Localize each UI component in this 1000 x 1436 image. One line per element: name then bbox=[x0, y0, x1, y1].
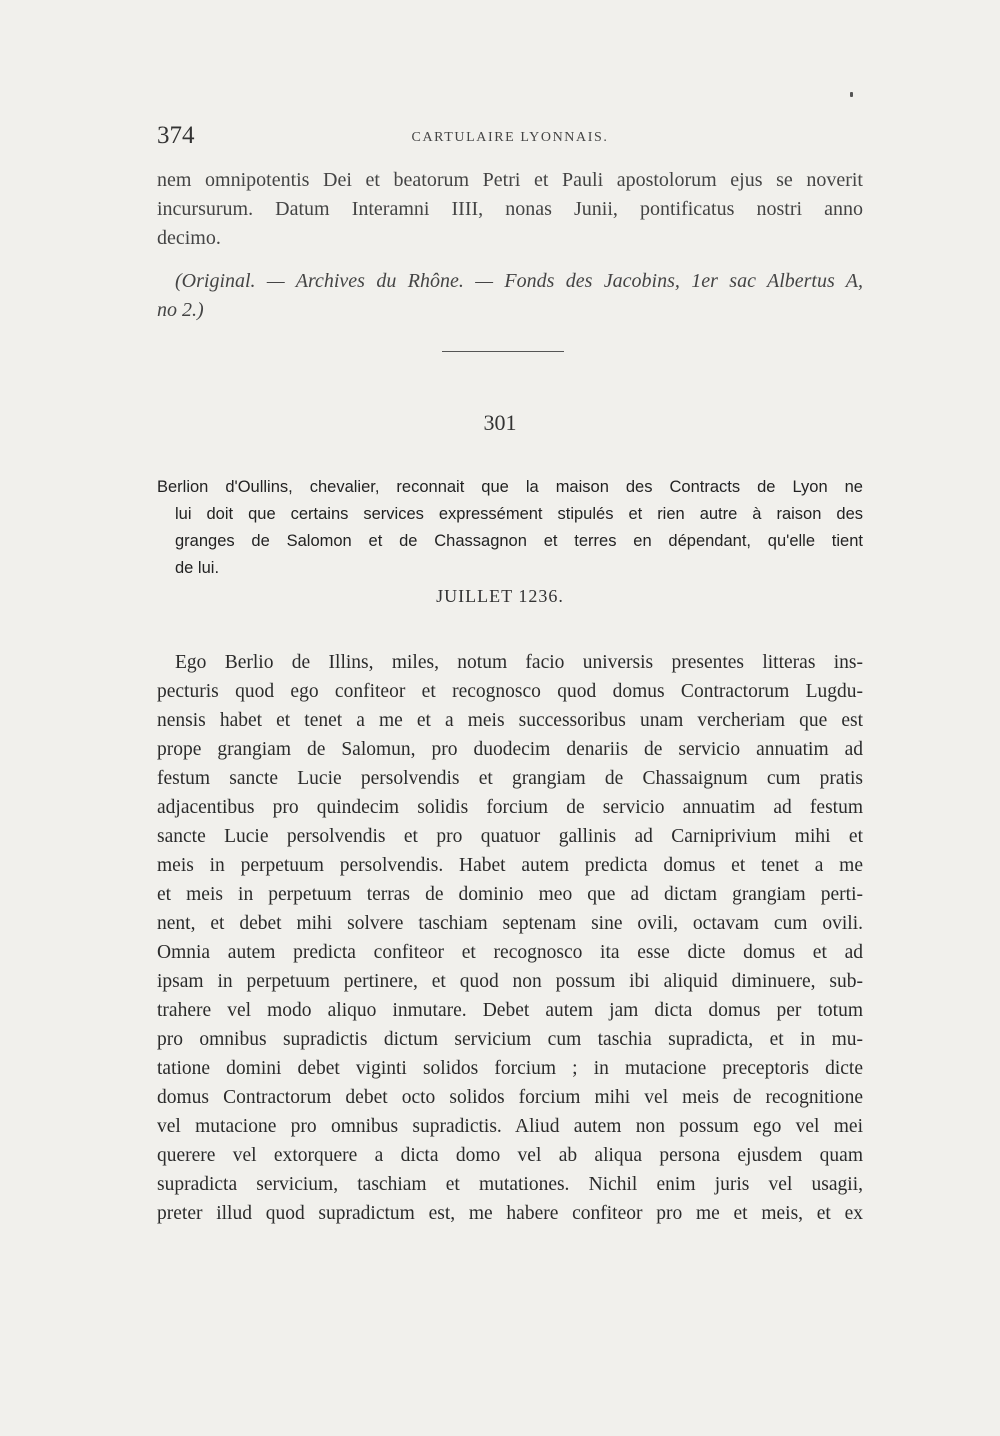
text-line: vel mutacione pro omnibus supradictis. Aliud autem non possum ego vel mei bbox=[157, 1116, 863, 1137]
text-line: incursurum. Datum Interamni IIII, nonas Junii, pontificatus nostri anno bbox=[157, 198, 863, 220]
text-line: pecturis quod ego confiteor et recognosco quod domus Contractorum Lugdu- bbox=[157, 681, 863, 702]
page-number: 374 bbox=[157, 122, 195, 149]
text-line: domus Contractorum debet octo solidos forcium mihi vel meis de recognitione bbox=[157, 1087, 863, 1108]
summary-line: granges de Salomon et de Chassagnon et terres en dépendant, qu'elle tient bbox=[175, 532, 863, 550]
text-line: adjacentibus pro quindecim solidis forcium de servicio annuatim ad festum bbox=[157, 797, 863, 818]
text-line: supradicta servicium, taschiam et mutationes. Nichil enim juris vel usagii, bbox=[157, 1174, 863, 1195]
text-line: preter illud quod supradictum est, me habere confiteor pro me et meis, et ex bbox=[157, 1203, 863, 1224]
source-note-line: no 2.) bbox=[157, 299, 204, 321]
running-title: CARTULAIRE LYONNAIS. bbox=[411, 130, 609, 145]
text-line: meis in perpetuum persolvendis. Habet autem predicta domus et tenet a me bbox=[157, 855, 863, 876]
text-line: et meis in perpetuum terras de dominio meo que ad dictam grangiam perti- bbox=[157, 884, 863, 905]
text-line: nensis habet et tenet a me et a meis successoribus unam vercheriam que est bbox=[157, 710, 863, 731]
source-note-line: (Original. — Archives du Rhône. — Fonds des Jacobins, 1er sac Albertus A, bbox=[175, 270, 863, 292]
text-line: prope grangiam de Salomun, pro duodecim denariis de servicio annuatim ad bbox=[157, 739, 863, 760]
page-header bbox=[157, 122, 863, 154]
text-line: tatione domini debet viginti solidos forcium ; in mutacione preceptoris dicte bbox=[157, 1058, 863, 1079]
text-line: querere vel extorquere a dicta domo vel ab aliqua persona ejusdem quam bbox=[157, 1145, 863, 1166]
text-line: trahere vel modo aliquo inmutare. Debet autem jam dicta domus per totum bbox=[157, 1000, 863, 1021]
text-line: festum sancte Lucie persolvendis et grangiam de Chassaignum cum pratis bbox=[157, 768, 863, 789]
text-line: pro omnibus supradictis dictum servicium cum taschia supradicta, et in mu- bbox=[157, 1029, 863, 1050]
text-line: Omnia autem predicta confiteor et recognosco ita esse dicte domus et ad bbox=[157, 942, 863, 963]
text-line: ipsam in perpetuum pertinere, et quod non possum ibi aliquid diminuere, sub- bbox=[157, 971, 863, 992]
text-line: sancte Lucie persolvendis et pro quatuor gallinis ad Carniprivium mihi et bbox=[157, 826, 863, 847]
summary-line: lui doit que certains services expressément stipulés et rien autre à raison des bbox=[175, 505, 863, 523]
text-line: Ego Berlio de Illins, miles, notum facio universis presentes litteras ins- bbox=[175, 652, 863, 673]
text-line: decimo. bbox=[157, 227, 221, 249]
document-number: 301 bbox=[483, 410, 517, 435]
section-divider bbox=[442, 351, 564, 352]
document-date: JUILLET 1236. bbox=[436, 586, 564, 606]
text-line: nem omnipotentis Dei et beatorum Petri et Pauli apostolorum ejus se noverit bbox=[157, 169, 863, 191]
text-line: nent, et debet mihi solvere taschiam septenam sine ovili, octavam cum ovili. bbox=[157, 913, 863, 934]
ink-speck bbox=[850, 92, 853, 97]
summary-line: de lui. bbox=[175, 559, 220, 577]
summary-line: Berlion d'Oullins, chevalier, reconnait que la maison des Contracts de Lyon ne bbox=[157, 478, 863, 496]
